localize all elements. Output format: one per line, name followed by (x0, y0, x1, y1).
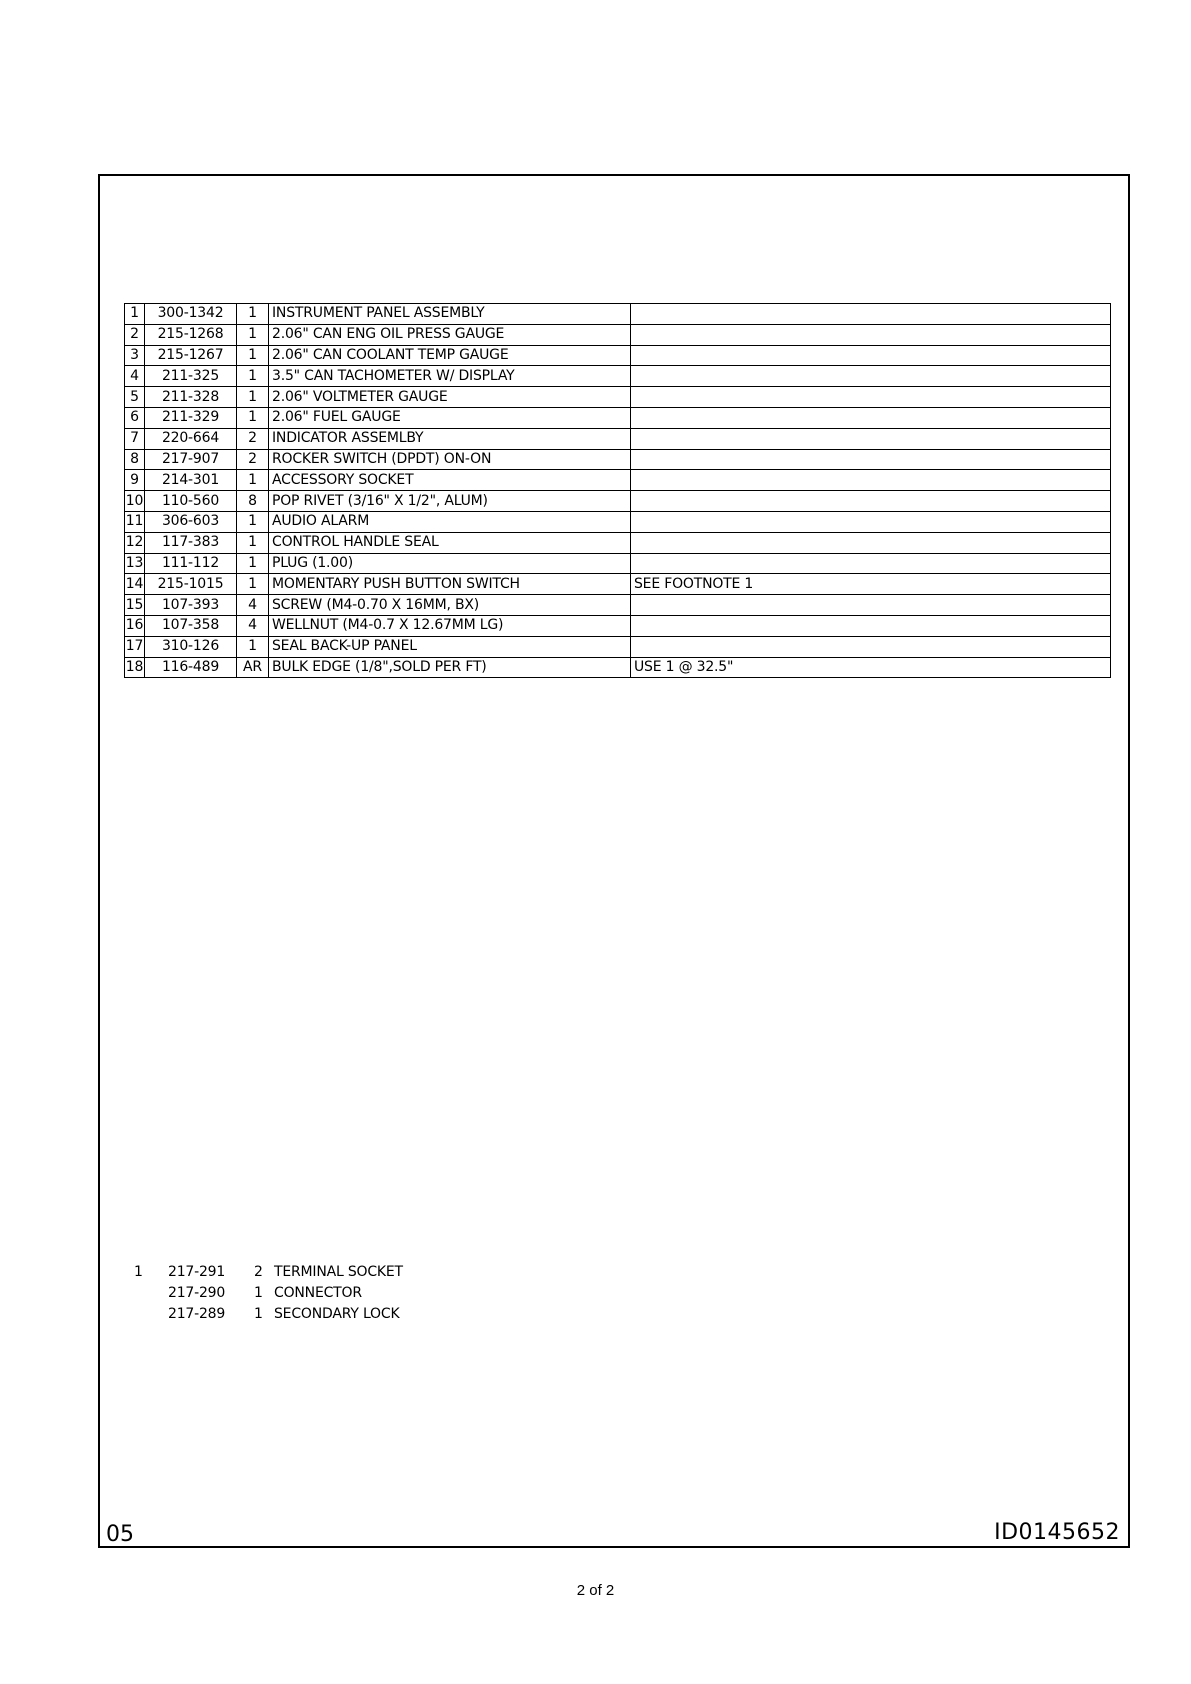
remark-cell (631, 304, 1111, 325)
item-number-cell: 16 (125, 615, 145, 636)
description-cell: WELLNUT (M4-0.7 X 12.67MM LG) (269, 615, 631, 636)
item-number-cell: 11 (125, 511, 145, 532)
item-number-cell: 9 (125, 470, 145, 491)
parts-list-table (124, 303, 1111, 678)
remark-cell (631, 387, 1111, 408)
footnote-quantity: 1 (254, 1306, 263, 1322)
footnote-part-number: 217-289 (168, 1306, 226, 1322)
footnote-description: TERMINAL SOCKET (274, 1264, 403, 1280)
item-number-cell: 8 (125, 449, 145, 470)
description-cell: POP RIVET (3/16" X 1/2", ALUM) (269, 491, 631, 512)
description-cell: INSTRUMENT PANEL ASSEMBLY (269, 304, 631, 325)
quantity-cell: 1 (237, 511, 269, 532)
quantity-cell: 1 (237, 574, 269, 595)
remark-cell (631, 345, 1111, 366)
description-cell: SCREW (M4-0.70 X 16MM, BX) (269, 595, 631, 616)
item-number-cell: 3 (125, 345, 145, 366)
part-number-cell: 107-358 (145, 615, 237, 636)
remark-cell (631, 366, 1111, 387)
item-number-cell: 7 (125, 428, 145, 449)
part-number-cell: 217-907 (145, 449, 237, 470)
description-cell: 2.06" VOLTMETER GAUGE (269, 387, 631, 408)
quantity-cell: AR (237, 657, 269, 678)
footnote-description: CONNECTOR (274, 1285, 362, 1301)
quantity-cell: 1 (237, 532, 269, 553)
item-number-cell: 14 (125, 574, 145, 595)
quantity-cell: 1 (237, 324, 269, 345)
remark-cell (631, 324, 1111, 345)
part-number-cell: 300-1342 (145, 304, 237, 325)
page-number: 2 of 2 (576, 1582, 615, 1599)
table-row (125, 615, 1111, 636)
item-number-cell: 17 (125, 636, 145, 657)
table-row (125, 470, 1111, 491)
item-number-cell: 6 (125, 407, 145, 428)
item-number-cell: 15 (125, 595, 145, 616)
description-cell: 3.5" CAN TACHOMETER W/ DISPLAY (269, 366, 631, 387)
part-number-cell: 306-603 (145, 511, 237, 532)
remark-cell (631, 407, 1111, 428)
remark-cell (631, 428, 1111, 449)
quantity-cell: 2 (237, 449, 269, 470)
table-row (125, 407, 1111, 428)
description-cell: ACCESSORY SOCKET (269, 470, 631, 491)
quantity-cell: 1 (237, 470, 269, 491)
description-cell: MOMENTARY PUSH BUTTON SWITCH (269, 574, 631, 595)
remark-cell (631, 595, 1111, 616)
description-cell: 2.06" CAN COOLANT TEMP GAUGE (269, 345, 631, 366)
table-row (125, 324, 1111, 345)
quantity-cell: 1 (237, 407, 269, 428)
part-number-cell: 117-383 (145, 532, 237, 553)
remark-cell (631, 511, 1111, 532)
part-number-cell: 107-393 (145, 595, 237, 616)
table-row (125, 304, 1111, 325)
quantity-cell: 4 (237, 615, 269, 636)
part-number-cell: 111-112 (145, 553, 237, 574)
description-cell: PLUG (1.00) (269, 553, 631, 574)
part-number-cell: 220-664 (145, 428, 237, 449)
part-number-cell: 211-329 (145, 407, 237, 428)
quantity-cell: 1 (237, 387, 269, 408)
remark-cell (631, 553, 1111, 574)
part-number-cell: 211-325 (145, 366, 237, 387)
footnote-part-number: 217-291 (168, 1264, 226, 1280)
table-row (125, 553, 1111, 574)
part-number-cell: 215-1267 (145, 345, 237, 366)
part-number-cell: 215-1015 (145, 574, 237, 595)
part-number-cell: 116-489 (145, 657, 237, 678)
footnote-quantity: 2 (254, 1264, 263, 1280)
quantity-cell: 1 (237, 553, 269, 574)
description-cell: BULK EDGE (1/8",SOLD PER FT) (269, 657, 631, 678)
table-row (125, 449, 1111, 470)
part-number-cell: 310-126 (145, 636, 237, 657)
table-row (125, 387, 1111, 408)
item-number-cell: 2 (125, 324, 145, 345)
remark-cell (631, 636, 1111, 657)
quantity-cell: 1 (237, 345, 269, 366)
revision-label: 05 (106, 1522, 134, 1547)
description-cell: CONTROL HANDLE SEAL (269, 532, 631, 553)
remark-cell (631, 449, 1111, 470)
drawing-id: ID0145652 (994, 1520, 1120, 1545)
part-number-cell: 215-1268 (145, 324, 237, 345)
remark-cell: USE 1 @ 32.5" (631, 657, 1111, 678)
remark-cell (631, 491, 1111, 512)
description-cell: 2.06" CAN ENG OIL PRESS GAUGE (269, 324, 631, 345)
remark-cell (631, 532, 1111, 553)
footnote-description: SECONDARY LOCK (274, 1306, 400, 1322)
remark-cell: SEE FOOTNOTE 1 (631, 574, 1111, 595)
part-number-cell: 211-328 (145, 387, 237, 408)
parts-list-body (125, 304, 1111, 678)
item-number-cell: 10 (125, 491, 145, 512)
table-row (125, 636, 1111, 657)
remark-cell (631, 615, 1111, 636)
table-row (125, 366, 1111, 387)
description-cell: AUDIO ALARM (269, 511, 631, 532)
part-number-cell: 110-560 (145, 491, 237, 512)
quantity-cell: 4 (237, 595, 269, 616)
table-row (125, 657, 1111, 678)
description-cell: INDICATOR ASSEMLBY (269, 428, 631, 449)
item-number-cell: 5 (125, 387, 145, 408)
part-number-cell: 214-301 (145, 470, 237, 491)
footnote-part-number: 217-290 (168, 1285, 226, 1301)
description-cell: SEAL BACK-UP PANEL (269, 636, 631, 657)
item-number-cell: 18 (125, 657, 145, 678)
item-number-cell: 12 (125, 532, 145, 553)
table-row (125, 574, 1111, 595)
remark-cell (631, 470, 1111, 491)
quantity-cell: 1 (237, 366, 269, 387)
item-number-cell: 4 (125, 366, 145, 387)
quantity-cell: 2 (237, 428, 269, 449)
footnote-quantity: 1 (254, 1285, 263, 1301)
table-row (125, 532, 1111, 553)
quantity-cell: 1 (237, 636, 269, 657)
table-row (125, 428, 1111, 449)
table-row (125, 491, 1111, 512)
item-number-cell: 1 (125, 304, 145, 325)
quantity-cell: 1 (237, 304, 269, 325)
item-number-cell: 13 (125, 553, 145, 574)
table-row (125, 345, 1111, 366)
table-row (125, 511, 1111, 532)
quantity-cell: 8 (237, 491, 269, 512)
description-cell: 2.06" FUEL GAUGE (269, 407, 631, 428)
footnote-number: 1 (134, 1264, 143, 1280)
table-row (125, 595, 1111, 616)
description-cell: ROCKER SWITCH (DPDT) ON-ON (269, 449, 631, 470)
